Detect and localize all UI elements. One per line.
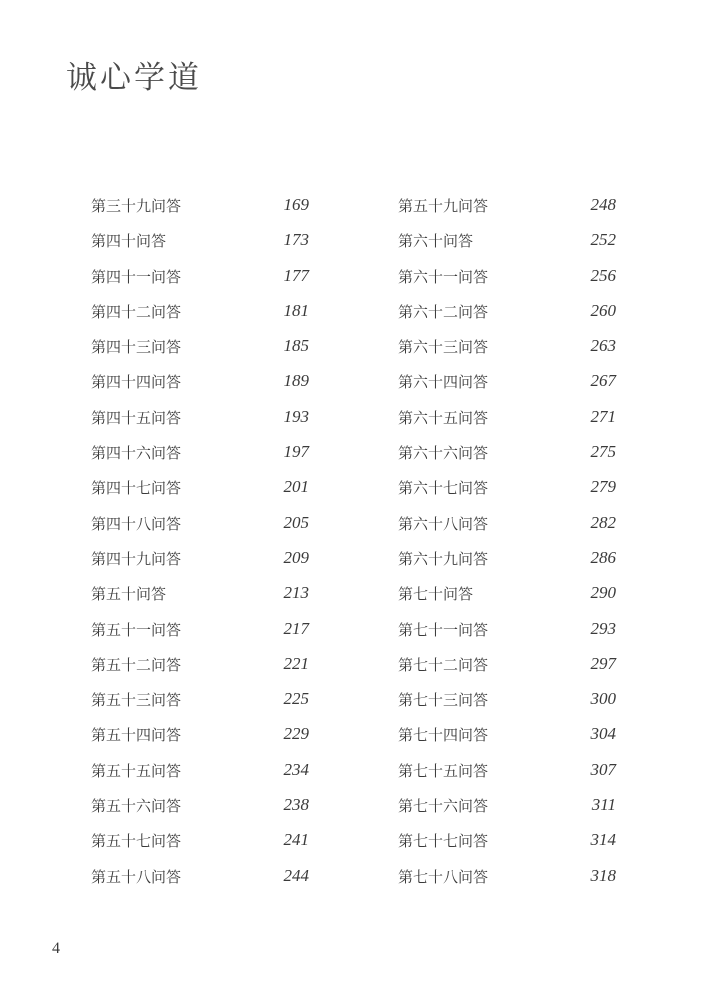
toc-entry[interactable] bbox=[91, 402, 309, 437]
toc-entry[interactable] bbox=[91, 543, 309, 578]
toc-entry-title: 第六十一问答 bbox=[398, 267, 489, 286]
toc-entry-title: 第五十问答 bbox=[91, 585, 167, 604]
toc-entry[interactable] bbox=[91, 225, 309, 260]
toc-column-right bbox=[398, 190, 616, 896]
toc-entry-page-number: 244 bbox=[283, 865, 309, 885]
page-number: 4 bbox=[52, 940, 60, 957]
toc-entry[interactable] bbox=[398, 543, 616, 578]
toc-entry-page-number: 205 bbox=[283, 512, 309, 532]
toc-entry-title: 第四十二问答 bbox=[91, 302, 182, 321]
toc-entry[interactable] bbox=[91, 437, 309, 472]
toc-entry[interactable] bbox=[398, 719, 616, 754]
toc-entry-page-number: 238 bbox=[283, 795, 309, 815]
toc-entry-page-number: 225 bbox=[283, 689, 309, 709]
toc-entry-page-number: 201 bbox=[283, 477, 309, 497]
toc-entry-page-number: 217 bbox=[283, 618, 309, 638]
toc-entry[interactable] bbox=[398, 861, 616, 896]
toc-entry-title: 第六十六问答 bbox=[398, 444, 489, 463]
toc-entry[interactable] bbox=[398, 825, 616, 860]
toc-entry[interactable] bbox=[398, 296, 616, 331]
toc-entry-title: 第四十九问答 bbox=[91, 549, 182, 568]
toc-entry-title: 第六十三问答 bbox=[398, 338, 489, 357]
toc-entry-title: 第六十问答 bbox=[398, 232, 474, 251]
toc-entry-title: 第七十七问答 bbox=[398, 832, 489, 851]
toc-entry-title: 第六十二问答 bbox=[398, 302, 489, 321]
toc-entry[interactable] bbox=[398, 472, 616, 507]
toc-entry-page-number: 293 bbox=[590, 618, 616, 638]
toc-entry[interactable] bbox=[398, 684, 616, 719]
toc-entry-page-number: 271 bbox=[590, 406, 616, 426]
toc-entry-page-number: 234 bbox=[283, 759, 309, 779]
toc-entry-title: 第六十四问答 bbox=[398, 373, 489, 392]
toc-entry[interactable] bbox=[91, 261, 309, 296]
toc-entry-page-number: 197 bbox=[283, 442, 309, 462]
toc-entry-title: 第七十问答 bbox=[398, 585, 474, 604]
toc-entry[interactable] bbox=[91, 755, 309, 790]
page-title: 诚心学道 bbox=[66, 60, 202, 96]
toc-entry-page-number: 263 bbox=[590, 336, 616, 356]
toc-entry[interactable] bbox=[91, 649, 309, 684]
toc-entry-page-number: 297 bbox=[590, 653, 616, 673]
toc-entry[interactable] bbox=[91, 331, 309, 366]
toc-entry-title: 第五十八问答 bbox=[91, 867, 182, 886]
toc-entry-title: 第七十四问答 bbox=[398, 726, 489, 745]
toc-entry-page-number: 177 bbox=[283, 265, 309, 285]
toc-entry[interactable] bbox=[91, 472, 309, 507]
toc-entry-page-number: 193 bbox=[283, 406, 309, 426]
toc-entry-title: 第五十二问答 bbox=[91, 655, 182, 674]
toc-entry[interactable] bbox=[398, 649, 616, 684]
toc-entry-title: 第三十九问答 bbox=[91, 197, 182, 215]
toc-entry-page-number: 185 bbox=[283, 336, 309, 356]
toc-entry[interactable] bbox=[91, 825, 309, 860]
toc-entry-title: 第四十四问答 bbox=[91, 373, 182, 392]
toc-entry[interactable] bbox=[91, 861, 309, 896]
toc-entry-page-number: 189 bbox=[283, 371, 309, 391]
toc-entry-page-number: 318 bbox=[590, 865, 616, 885]
toc-entry-page-number: 173 bbox=[283, 230, 309, 250]
toc-entry[interactable] bbox=[91, 366, 309, 401]
toc-entry[interactable] bbox=[398, 508, 616, 543]
toc-entry-title: 第五十一问答 bbox=[91, 620, 182, 639]
toc-entry[interactable] bbox=[398, 225, 616, 260]
toc-entry-title: 第四十三问答 bbox=[91, 338, 182, 357]
toc-entry[interactable] bbox=[398, 331, 616, 366]
toc-entry-title: 第五十九问答 bbox=[398, 197, 489, 215]
toc-entry[interactable] bbox=[91, 790, 309, 825]
toc-entry-title: 第四十一问答 bbox=[91, 267, 182, 286]
toc-entry-page-number: 286 bbox=[590, 547, 616, 567]
toc-entry-page-number: 169 bbox=[283, 195, 309, 214]
toc-entry-page-number: 248 bbox=[590, 195, 616, 214]
toc-entry[interactable] bbox=[398, 578, 616, 613]
toc-entry-page-number: 252 bbox=[590, 230, 616, 250]
toc-entry[interactable] bbox=[398, 437, 616, 472]
toc-entry-title: 第四十五问答 bbox=[91, 408, 182, 427]
toc-entry-page-number: 307 bbox=[590, 759, 616, 779]
toc-entry-page-number: 181 bbox=[283, 300, 309, 320]
toc-entry[interactable] bbox=[398, 261, 616, 296]
toc-entry-page-number: 279 bbox=[590, 477, 616, 497]
toc-entry-page-number: 304 bbox=[590, 724, 616, 744]
toc-entry-title: 第六十九问答 bbox=[398, 549, 489, 568]
toc-entry-page-number: 275 bbox=[590, 442, 616, 462]
toc-entry[interactable] bbox=[91, 719, 309, 754]
toc-entry-page-number: 221 bbox=[283, 653, 309, 673]
toc-entry-page-number: 256 bbox=[590, 265, 616, 285]
toc-entry-title: 第五十三问答 bbox=[91, 691, 182, 710]
toc-entry-title: 第七十六问答 bbox=[398, 797, 489, 816]
toc-entry-title: 第四十问答 bbox=[91, 232, 167, 251]
toc-entry[interactable] bbox=[398, 790, 616, 825]
toc-entry[interactable] bbox=[398, 190, 616, 225]
toc-entry[interactable] bbox=[398, 366, 616, 401]
toc-entry[interactable] bbox=[398, 614, 616, 649]
toc-entry-page-number: 229 bbox=[283, 724, 309, 744]
toc-entry[interactable] bbox=[91, 578, 309, 613]
toc-entry[interactable] bbox=[91, 508, 309, 543]
toc-entry-page-number: 267 bbox=[590, 371, 616, 391]
toc-entry-page-number: 213 bbox=[283, 583, 309, 603]
toc-entry[interactable] bbox=[91, 684, 309, 719]
toc-entry-title: 第四十八问答 bbox=[91, 514, 182, 533]
toc-entry-title: 第七十三问答 bbox=[398, 691, 489, 710]
toc-entry-title: 第四十七问答 bbox=[91, 479, 182, 498]
toc-entry[interactable] bbox=[398, 402, 616, 437]
toc-entry-title: 第六十五问答 bbox=[398, 408, 489, 427]
toc-entry-title: 第七十八问答 bbox=[398, 867, 489, 886]
toc-entry-page-number: 290 bbox=[590, 583, 616, 603]
toc-entry-title: 第七十一问答 bbox=[398, 620, 489, 639]
toc-entry-title: 第五十五问答 bbox=[91, 761, 182, 780]
toc-entry[interactable] bbox=[398, 755, 616, 790]
toc-entry-page-number: 241 bbox=[283, 830, 309, 850]
toc-entry-page-number: 209 bbox=[283, 547, 309, 567]
toc-entry-page-number: 311 bbox=[591, 795, 616, 815]
toc-entry[interactable] bbox=[91, 614, 309, 649]
toc-entry-title: 第五十六问答 bbox=[91, 797, 182, 816]
toc-entry-page-number: 314 bbox=[590, 830, 616, 850]
toc-entry-title: 第六十七问答 bbox=[398, 479, 489, 498]
toc-entry-title: 第六十八问答 bbox=[398, 514, 489, 533]
toc-entry[interactable] bbox=[91, 190, 309, 225]
toc-entry-title: 第五十四问答 bbox=[91, 726, 182, 745]
toc-entry-page-number: 282 bbox=[590, 512, 616, 532]
toc-column-left bbox=[91, 190, 309, 896]
toc-entry-page-number: 300 bbox=[590, 689, 616, 709]
toc-entry-title: 第五十七问答 bbox=[91, 832, 182, 851]
toc-entry-title: 第四十六问答 bbox=[91, 444, 182, 463]
toc-entry[interactable] bbox=[91, 296, 309, 331]
toc-entry-page-number: 260 bbox=[590, 300, 616, 320]
toc-entry-title: 第七十五问答 bbox=[398, 761, 489, 780]
toc-entry-title: 第七十二问答 bbox=[398, 655, 489, 674]
